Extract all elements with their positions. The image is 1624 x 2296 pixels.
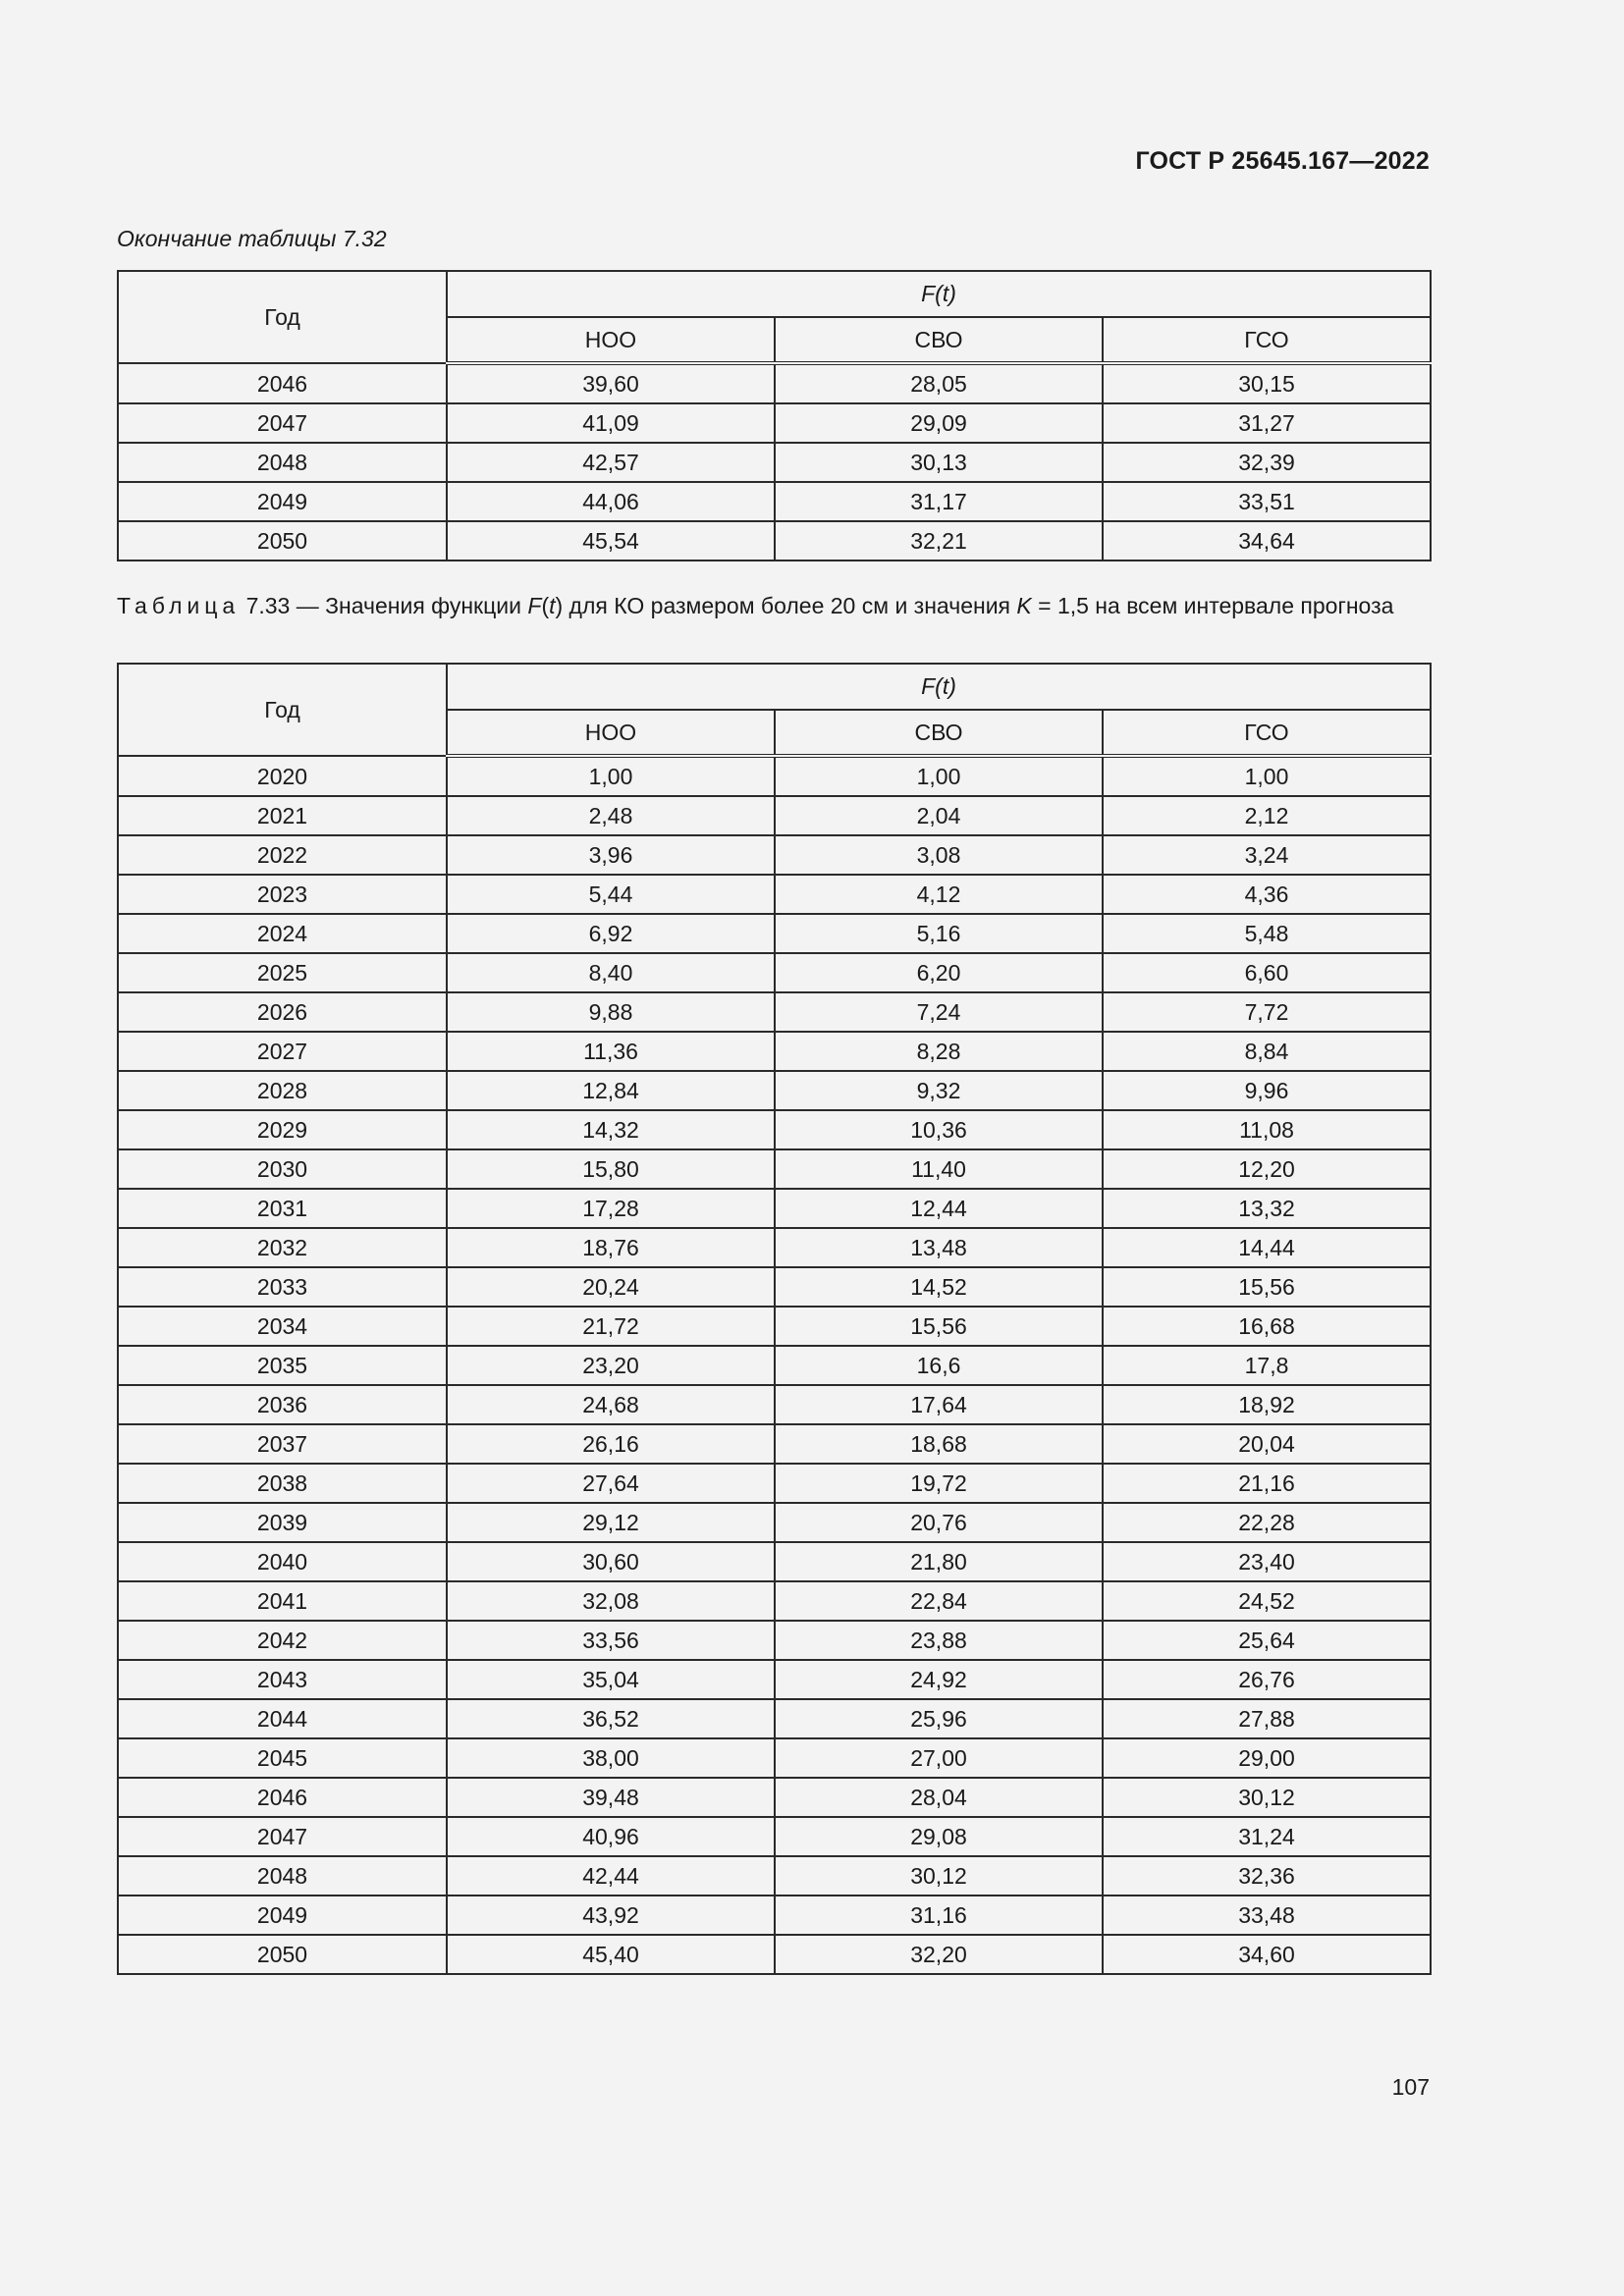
cell-year: 2042: [118, 1621, 447, 1660]
cell-svo: 31,16: [775, 1896, 1103, 1935]
cell-gso: 1,00: [1103, 756, 1431, 796]
cell-gso: 23,40: [1103, 1542, 1431, 1581]
cell-noo: 6,92: [447, 914, 775, 953]
cell-gso: 27,88: [1103, 1699, 1431, 1738]
table-row: [118, 1699, 1431, 1738]
column-header-svo: СВО: [775, 710, 1103, 756]
cell-year: 2043: [118, 1660, 447, 1699]
table-733-caption: Таблица 7.33 — Значения функции F(t) для КО размером более 20 см и значения K = 1,5 на всем интервале прогноза: [117, 593, 1394, 618]
cell-gso: 31,27: [1103, 403, 1431, 443]
cell-noo: 33,56: [447, 1621, 775, 1660]
cell-noo: 24,68: [447, 1385, 775, 1424]
cell-noo: 32,08: [447, 1581, 775, 1621]
cell-svo: 22,84: [775, 1581, 1103, 1621]
cell-noo: 39,60: [447, 363, 775, 403]
cell-year: 2036: [118, 1385, 447, 1424]
column-header-noo: НОО: [447, 710, 775, 756]
table-row: [118, 1110, 1431, 1149]
cell-svo: 17,64: [775, 1385, 1103, 1424]
cell-gso: 2,12: [1103, 796, 1431, 835]
cell-gso: 24,52: [1103, 1581, 1431, 1621]
cell-gso: 20,04: [1103, 1424, 1431, 1464]
cell-gso: 22,28: [1103, 1503, 1431, 1542]
table-row: [118, 796, 1431, 835]
cell-svo: 10,36: [775, 1110, 1103, 1149]
table-row: [118, 1149, 1431, 1189]
cell-svo: 25,96: [775, 1699, 1103, 1738]
cell-year: 2020: [118, 756, 447, 796]
cell-gso: 6,60: [1103, 953, 1431, 992]
cell-svo: 27,00: [775, 1738, 1103, 1778]
cell-svo: 28,05: [775, 363, 1103, 403]
cell-year: 2046: [118, 363, 447, 403]
cell-svo: 32,21: [775, 521, 1103, 561]
cell-year: 2029: [118, 1110, 447, 1149]
table-732-caption: Окончание таблицы 7.32: [117, 226, 387, 251]
table-row: [118, 953, 1431, 992]
column-header-noo: НОО: [447, 317, 775, 363]
cell-year: 2035: [118, 1346, 447, 1385]
cell-gso: 34,60: [1103, 1935, 1431, 1974]
cell-svo: 7,24: [775, 992, 1103, 1032]
cell-noo: 23,20: [447, 1346, 775, 1385]
cell-noo: 42,44: [447, 1856, 775, 1896]
cell-year: 2039: [118, 1503, 447, 1542]
table-row: [118, 1267, 1431, 1307]
table-row: [118, 1464, 1431, 1503]
table-row: [118, 1621, 1431, 1660]
cell-gso: 17,8: [1103, 1346, 1431, 1385]
table-row: [118, 1817, 1431, 1856]
page-number: 107: [1391, 2074, 1430, 2100]
cell-year: 2021: [118, 796, 447, 835]
table-row: [118, 1424, 1431, 1464]
cell-svo: 12,44: [775, 1189, 1103, 1228]
table-row: [118, 1738, 1431, 1778]
cell-svo: 5,16: [775, 914, 1103, 953]
cell-noo: 40,96: [447, 1817, 775, 1856]
cell-svo: 32,20: [775, 1935, 1103, 1974]
cell-gso: 30,15: [1103, 363, 1431, 403]
cell-svo: 14,52: [775, 1267, 1103, 1307]
cell-gso: 3,24: [1103, 835, 1431, 875]
cell-gso: 4,36: [1103, 875, 1431, 914]
cell-gso: 29,00: [1103, 1738, 1431, 1778]
cell-svo: 13,48: [775, 1228, 1103, 1267]
table-row: [118, 835, 1431, 875]
cell-noo: 45,54: [447, 521, 775, 561]
cell-svo: 18,68: [775, 1424, 1103, 1464]
cell-noo: 38,00: [447, 1738, 775, 1778]
table-row: [118, 443, 1431, 482]
table-733: [117, 663, 1432, 1975]
cell-year: 2050: [118, 521, 447, 561]
cell-gso: 31,24: [1103, 1817, 1431, 1856]
cell-gso: 8,84: [1103, 1032, 1431, 1071]
cell-svo: 9,32: [775, 1071, 1103, 1110]
cell-noo: 18,76: [447, 1228, 775, 1267]
cell-year: 2045: [118, 1738, 447, 1778]
cell-svo: 4,12: [775, 875, 1103, 914]
cell-gso: 32,36: [1103, 1856, 1431, 1896]
cell-noo: 45,40: [447, 1935, 775, 1974]
cell-svo: 16,6: [775, 1346, 1103, 1385]
table-row: [118, 1896, 1431, 1935]
table-row: [118, 1503, 1431, 1542]
cell-gso: 16,68: [1103, 1307, 1431, 1346]
cell-gso: 5,48: [1103, 914, 1431, 953]
cell-year: 2028: [118, 1071, 447, 1110]
cell-year: 2022: [118, 835, 447, 875]
column-header-year: Год: [118, 271, 447, 363]
cell-noo: 26,16: [447, 1424, 775, 1464]
table-row: [118, 1071, 1431, 1110]
cell-year: 2049: [118, 482, 447, 521]
cell-svo: 30,13: [775, 443, 1103, 482]
document-code: ГОСТ Р 25645.167—2022: [1135, 147, 1430, 175]
table-row: [118, 992, 1431, 1032]
cell-year: 2048: [118, 1856, 447, 1896]
cell-year: 2050: [118, 1935, 447, 1974]
cell-gso: 13,32: [1103, 1189, 1431, 1228]
cell-noo: 11,36: [447, 1032, 775, 1071]
cell-noo: 41,09: [447, 403, 775, 443]
cell-noo: 43,92: [447, 1896, 775, 1935]
cell-gso: 12,20: [1103, 1149, 1431, 1189]
cell-year: 2049: [118, 1896, 447, 1935]
cell-noo: 12,84: [447, 1071, 775, 1110]
cell-gso: 30,12: [1103, 1778, 1431, 1817]
cell-svo: 23,88: [775, 1621, 1103, 1660]
table-row: [118, 756, 1431, 796]
cell-noo: 14,32: [447, 1110, 775, 1149]
table-row: [118, 914, 1431, 953]
table-row: [118, 1660, 1431, 1699]
cell-svo: 21,80: [775, 1542, 1103, 1581]
table-row: [118, 1228, 1431, 1267]
cell-svo: 6,20: [775, 953, 1103, 992]
table-row: [118, 1032, 1431, 1071]
table-row: [118, 1542, 1431, 1581]
table-row: [118, 1581, 1431, 1621]
cell-svo: 24,92: [775, 1660, 1103, 1699]
cell-noo: 2,48: [447, 796, 775, 835]
table-row: [118, 1385, 1431, 1424]
cell-noo: 21,72: [447, 1307, 775, 1346]
cell-gso: 18,92: [1103, 1385, 1431, 1424]
cell-svo: 29,09: [775, 403, 1103, 443]
column-header-svo: СВО: [775, 317, 1103, 363]
cell-year: 2031: [118, 1189, 447, 1228]
cell-gso: 25,64: [1103, 1621, 1431, 1660]
column-header-function: F(t): [447, 271, 1431, 317]
cell-svo: 11,40: [775, 1149, 1103, 1189]
cell-year: 2030: [118, 1149, 447, 1189]
cell-noo: 29,12: [447, 1503, 775, 1542]
cell-svo: 31,17: [775, 482, 1103, 521]
cell-noo: 36,52: [447, 1699, 775, 1738]
cell-noo: 30,60: [447, 1542, 775, 1581]
cell-gso: 21,16: [1103, 1464, 1431, 1503]
cell-svo: 30,12: [775, 1856, 1103, 1896]
cell-noo: 17,28: [447, 1189, 775, 1228]
table-row: [118, 1189, 1431, 1228]
cell-year: 2046: [118, 1778, 447, 1817]
cell-gso: 9,96: [1103, 1071, 1431, 1110]
column-header-gso: ГСО: [1103, 317, 1431, 363]
cell-svo: 2,04: [775, 796, 1103, 835]
table-732: [117, 270, 1432, 561]
cell-year: 2024: [118, 914, 447, 953]
cell-year: 2048: [118, 443, 447, 482]
cell-year: 2044: [118, 1699, 447, 1738]
cell-gso: 32,39: [1103, 443, 1431, 482]
cell-year: 2032: [118, 1228, 447, 1267]
cell-noo: 9,88: [447, 992, 775, 1032]
cell-noo: 20,24: [447, 1267, 775, 1307]
column-header-gso: ГСО: [1103, 710, 1431, 756]
table-row: [118, 1307, 1431, 1346]
column-header-function: F(t): [447, 664, 1431, 710]
cell-year: 2038: [118, 1464, 447, 1503]
table-row: [118, 1856, 1431, 1896]
cell-svo: 1,00: [775, 756, 1103, 796]
cell-year: 2027: [118, 1032, 447, 1071]
cell-noo: 27,64: [447, 1464, 775, 1503]
cell-year: 2033: [118, 1267, 447, 1307]
cell-svo: 20,76: [775, 1503, 1103, 1542]
cell-svo: 8,28: [775, 1032, 1103, 1071]
cell-gso: 33,48: [1103, 1896, 1431, 1935]
cell-svo: 3,08: [775, 835, 1103, 875]
cell-noo: 15,80: [447, 1149, 775, 1189]
cell-noo: 5,44: [447, 875, 775, 914]
cell-gso: 34,64: [1103, 521, 1431, 561]
cell-gso: 33,51: [1103, 482, 1431, 521]
table-row: [118, 482, 1431, 521]
cell-noo: 8,40: [447, 953, 775, 992]
table-row: [118, 875, 1431, 914]
cell-svo: 19,72: [775, 1464, 1103, 1503]
table-row: [118, 1346, 1431, 1385]
cell-noo: 39,48: [447, 1778, 775, 1817]
table-row: [118, 403, 1431, 443]
cell-svo: 15,56: [775, 1307, 1103, 1346]
cell-noo: 1,00: [447, 756, 775, 796]
cell-gso: 15,56: [1103, 1267, 1431, 1307]
column-header-year: Год: [118, 664, 447, 756]
cell-year: 2041: [118, 1581, 447, 1621]
table-row: [118, 1778, 1431, 1817]
cell-svo: 29,08: [775, 1817, 1103, 1856]
cell-noo: 3,96: [447, 835, 775, 875]
cell-gso: 11,08: [1103, 1110, 1431, 1149]
cell-noo: 44,06: [447, 482, 775, 521]
table-row: [118, 1935, 1431, 1974]
cell-gso: 7,72: [1103, 992, 1431, 1032]
cell-year: 2037: [118, 1424, 447, 1464]
cell-year: 2047: [118, 403, 447, 443]
cell-year: 2047: [118, 1817, 447, 1856]
cell-year: 2026: [118, 992, 447, 1032]
cell-year: 2034: [118, 1307, 447, 1346]
cell-noo: 42,57: [447, 443, 775, 482]
table-row: [118, 521, 1431, 561]
cell-noo: 35,04: [447, 1660, 775, 1699]
table-row: [118, 363, 1431, 403]
cell-year: 2023: [118, 875, 447, 914]
cell-svo: 28,04: [775, 1778, 1103, 1817]
cell-gso: 26,76: [1103, 1660, 1431, 1699]
cell-year: 2040: [118, 1542, 447, 1581]
cell-year: 2025: [118, 953, 447, 992]
cell-gso: 14,44: [1103, 1228, 1431, 1267]
